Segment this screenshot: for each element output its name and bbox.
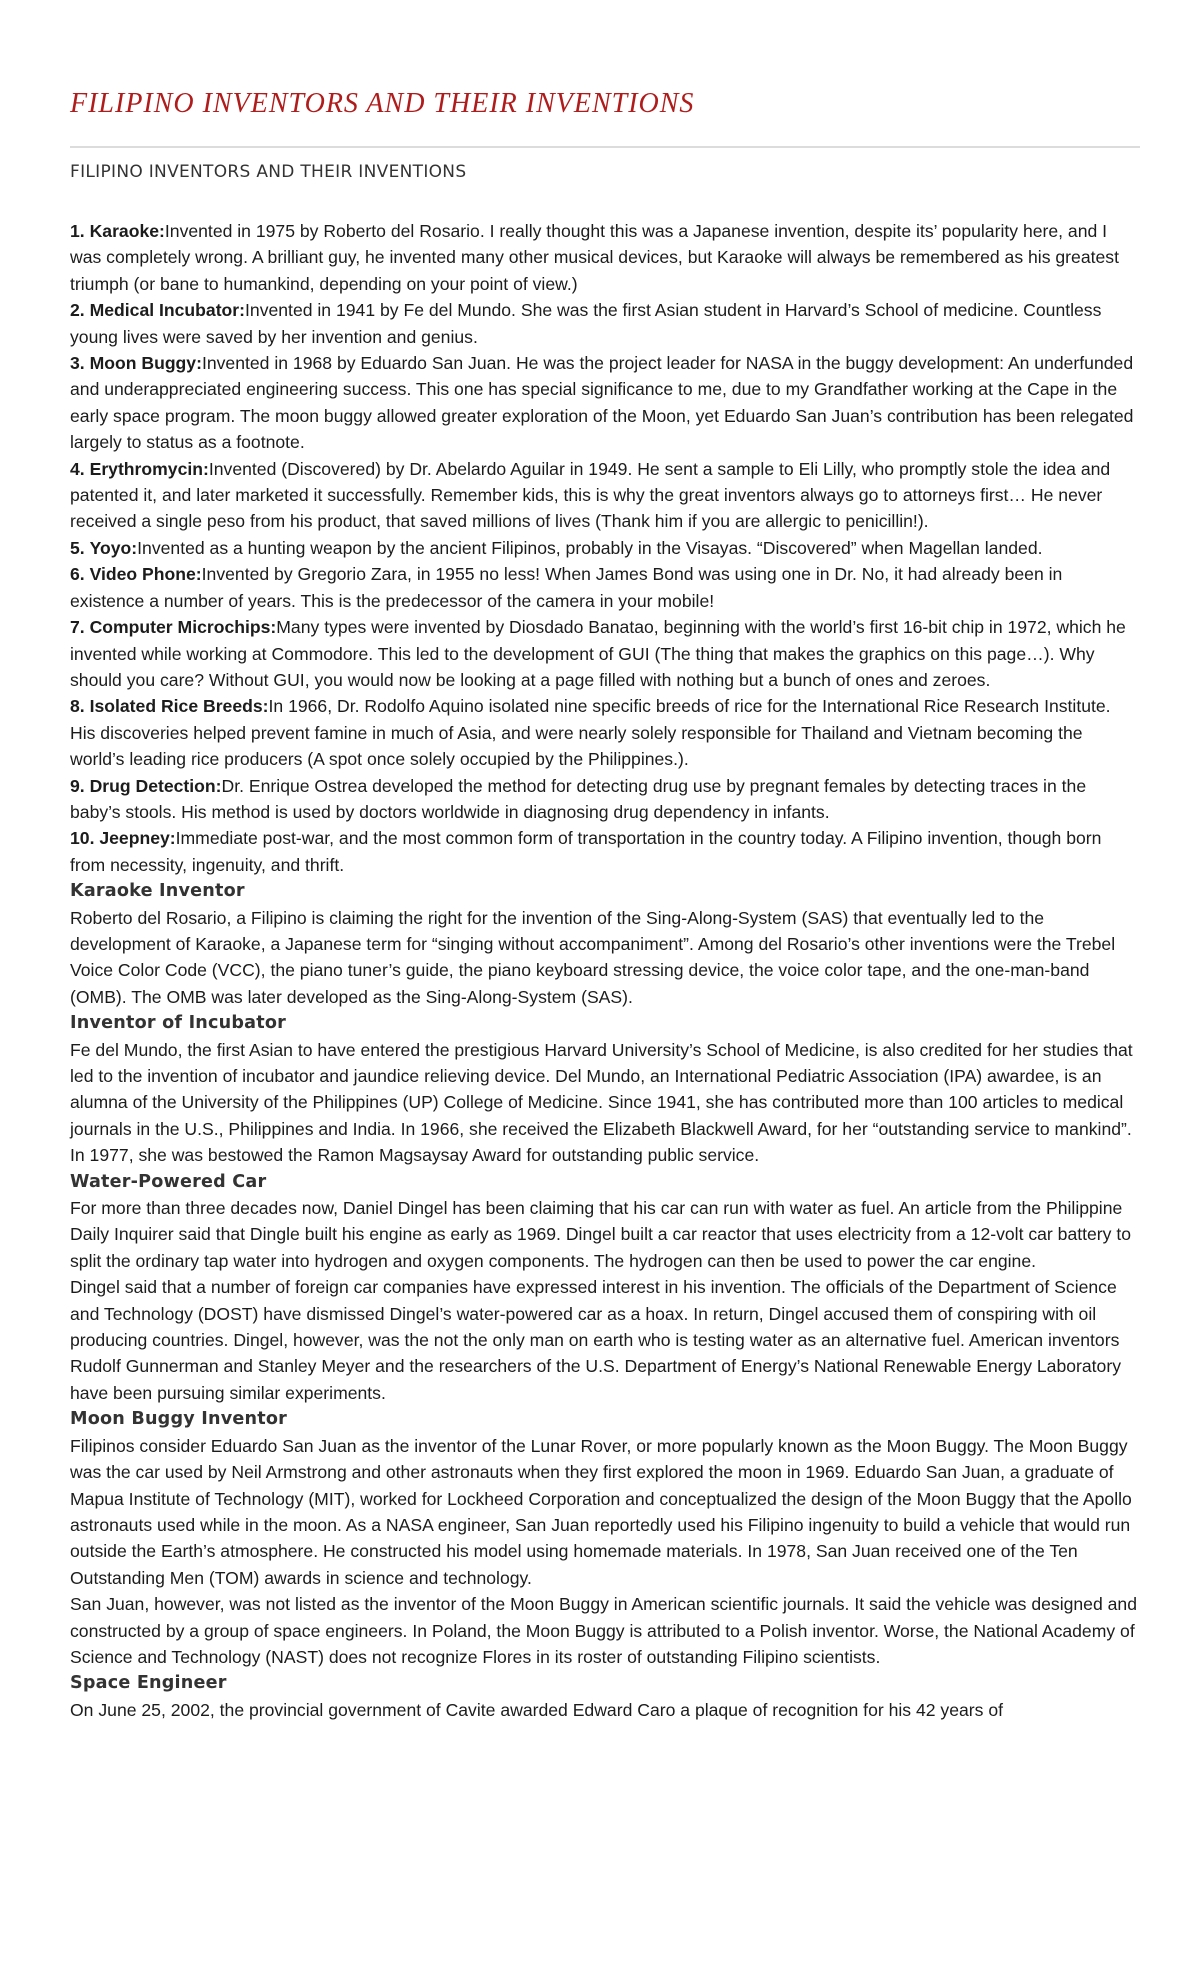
list-item-text: In 1966, Dr. Rodolfo Aquino isolated nine specific breeds of rice for the International Rice Research Institute. His discoveries helped prevent famine in much of Asia, and were nearly solely responsible for Thailand and Vietnam becoming the world’s leading rice producers (A spot once solely occupied by the Philippines.). [70, 696, 1111, 770]
list-item [70, 614, 1140, 693]
section-heading: Karaoke Inventor [70, 881, 245, 902]
list-item-label: Isolated Rice Breeds: [89, 696, 269, 717]
list-item-label: Karaoke: [89, 221, 165, 241]
list-item [70, 297, 1140, 350]
page-title: FILIPINO INVENTORS AND THEIR INVENTIONS [70, 88, 695, 119]
list-item-number: 2. [70, 300, 85, 321]
list-item [70, 535, 1140, 561]
section-moon-buggy-inventor [70, 1406, 1140, 1670]
section-paragraph: Roberto del Rosario, a Filipino is claiming the right for the invention of the Sing-Along-System (SAS) that eventually led to the development of Karaoke, a Japanese term for “singing without accompaniment”. Among del Rosario’s other inventions were the Trebel Voice Color Code (VCC), the piano tuner’s guide, the piano keyboard stressing device, the voice color tape, and the one-man-band (OMB). The OMB was later developed as the Sing-Along-System (SAS). [70, 907, 1116, 1007]
article-subtitle: FILIPINO INVENTORS AND THEIR INVENTIONS [70, 162, 467, 182]
list-item-text: Invented in 1941 by Fe del Mundo. She was the first Asian student in Harvard’s School of medicine. Countless young lives were saved by her invention and genius. [70, 300, 1102, 347]
section-inventor-of-incubator [70, 1010, 1140, 1168]
list-item-text: Invented in 1975 by Roberto del Rosario. I really thought this was a Japanese invention, despite its’ popularity here, and I was completely wrong. A brilliant guy, he invented many other musical devices, but Karaoke will always be remembered as his greatest triumph (or bane to humankind, depending on your point of view.) [70, 221, 1119, 294]
list-item-text: Invented in 1968 by Eduardo San Juan. He was the project leader for NASA in the buggy development: An underfunded and underappreciated engineering success. This one has special significance to me, due to my Grandfather working at the Cape in the early space program. The moon buggy allowed greater exploration of the Moon, yet Eduardo San Juan’s contribution has been relegated largely to status as a footnote. [70, 353, 1134, 453]
section-paragraph: On June 25, 2002, the provincial government of Cavite awarded Edward Caro a plaque of recognition for his 42 years of [70, 1699, 1004, 1720]
list-item-number: 9. [70, 775, 85, 796]
list-item [70, 350, 1140, 456]
list-item-label: Erythromycin: [89, 458, 209, 479]
list-item-label: Jeepney: [99, 828, 176, 849]
list-item [70, 825, 1140, 878]
list-item [70, 693, 1140, 772]
list-item-number: 4. [70, 458, 85, 479]
list-item-text: Many types were invented by Diosdado Banatao, beginning with the world’s first 16-bit chip in 1972, which he invented while working at Commodore. This led to the development of GUI (The thing that makes the graphics on this page…). Why should you care? Without GUI, you would now be looking at a page filled with nothing but a bunch of ones and zeroes. [70, 617, 1126, 690]
title-divider [70, 146, 1140, 148]
section-heading: Space Engineer [70, 1673, 227, 1694]
section-heading: Inventor of Incubator [70, 1013, 287, 1034]
list-item-text: Invented by Gregorio Zara, in 1955 no less! When James Bond was using one in Dr. No, it had already been in existence a number of years. This is the predecessor of the camera in your mobile! [70, 564, 1063, 611]
section-karaoke-inventor [70, 878, 1140, 1010]
list-item-text: Invented (Discovered) by Dr. Abelardo Aguilar in 1949. He sent a sample to Eli Lilly, who promptly stole the idea and patented it, and later marketed it successfully. Remember kids, this is why the great inventors always go to attorneys first… He never received a single peso from his product, that saved millions of lives (Thank him if you are allergic to penicillin!). [70, 458, 1111, 532]
list-item [70, 218, 1140, 297]
list-item-label: Moon Buggy: [89, 353, 202, 374]
list-item-number: 1. [70, 221, 85, 241]
section-water-powered-car [70, 1169, 1140, 1407]
list-item-number: 8. [70, 696, 85, 717]
list-item-label: Medical Incubator: [89, 300, 246, 321]
list-item [70, 561, 1140, 614]
list-item-label: Yoyo: [89, 537, 138, 558]
inventions-list [70, 218, 1140, 878]
list-item-text: Invented as a hunting weapon by the ancient Filipinos, probably in the Visayas. “Discovered” when Magellan landed. [137, 537, 1043, 558]
section-paragraph: Dingel said that a number of foreign car companies have expressed interest in his invention. The officials of the Department of Science and Technology (DOST) have dismissed Dingel’s water-powered car as a hoax. In return, Dingel accused them of conspiring with oil producing countries. Dingel, however, was the not the only man on earth who is testing water as an alternative fuel. American inventors Rudolf Gunnerman and Stanley Meyer and the researchers of the U.S. Department of Energy’s National Renewable Energy Laboratory have been pursuing similar experiments. [70, 1277, 1121, 1403]
list-item [70, 773, 1140, 826]
list-item-label: Video Phone: [89, 564, 202, 585]
section-paragraph: Filipinos consider Eduardo San Juan as the inventor of the Lunar Rover, or more popularly known as the Moon Buggy. The Moon Buggy was the car used by Neil Armstrong and other astronauts when they first explored the moon in 1969. Eduardo San Juan, a graduate of Mapua Institute of Technology (MIT), worked for Lockheed Corporation and conceptualized the design of the Moon Buggy that the Apollo astronauts used while in the moon. As a NASA engineer, San Juan reportedly used his Filipino ingenuity to build a vehicle that would run outside the Earth’s atmosphere. He constructed his model using homemade materials. In 1978, San Juan received one of the Ten Outstanding Men (TOM) awards in science and technology. [70, 1435, 1132, 1588]
list-item-number: 3. [70, 353, 85, 374]
section-paragraph: San Juan, however, was not listed as the inventor of the Moon Buggy in American scientific journals. It said the vehicle was designed and constructed by a group of space engineers. In Poland, the Moon Buggy is attributed to a Polish inventor. Worse, the National Academy of Science and Technology (NAST) does not recognize Flores in its roster of outstanding Filipino scientists. [70, 1594, 1137, 1667]
list-item [70, 456, 1140, 535]
section-paragraph: Fe del Mundo, the first Asian to have entered the prestigious Harvard University’s School of Medicine, is also credited for her studies that led to the invention of incubator and jaundice relieving device. Del Mundo, an International Pediatric Association (IPA) awardee, is an alumna of the University of the Philippines (UP) College of Medicine. Since 1941, she has contributed more than 100 articles to medical journals in the U.S., Philippines and India. In 1966, she received the Elizabeth Blackwell Award, for her “outstanding service to mankind”. In 1977, she was bestowed the Ramon Magsaysay Award for outstanding public service. [70, 1039, 1133, 1166]
list-item-number: 6. [70, 564, 85, 585]
section-heading: Moon Buggy Inventor [70, 1409, 288, 1430]
list-item-label: Computer Microchips: [89, 617, 277, 638]
list-item-number: 10. [70, 828, 95, 849]
section-paragraph: For more than three decades now, Daniel Dingel has been claiming that his car can run with water as fuel. An article from the Philippine Daily Inquirer said that Dingle built his engine as early as 1969. Dingel built a car reactor that uses electricity from a 12-volt car battery to split the ordinary tap water into hydrogen and oxygen components. The hydrogen can then be used to power the car engine. [70, 1198, 1132, 1271]
list-item-text: Dr. Enrique Ostrea developed the method for detecting drug use by pregnant females by detecting traces in the baby’s stools. His method is used by doctors worldwide in diagnosing drug dependency in infants. [70, 775, 1087, 822]
list-item-label: Drug Detection: [89, 775, 222, 796]
list-item-number: 5. [70, 537, 85, 558]
list-item-text: Immediate post-war, and the most common form of transportation in the country today. A Filipino invention, though born from necessity, ingenuity, and thrift. [70, 828, 1102, 875]
list-item-number: 7. [70, 617, 85, 638]
section-heading: Water-Powered Car [70, 1171, 267, 1192]
article-body [70, 218, 1140, 1723]
section-space-engineer [70, 1670, 1140, 1723]
